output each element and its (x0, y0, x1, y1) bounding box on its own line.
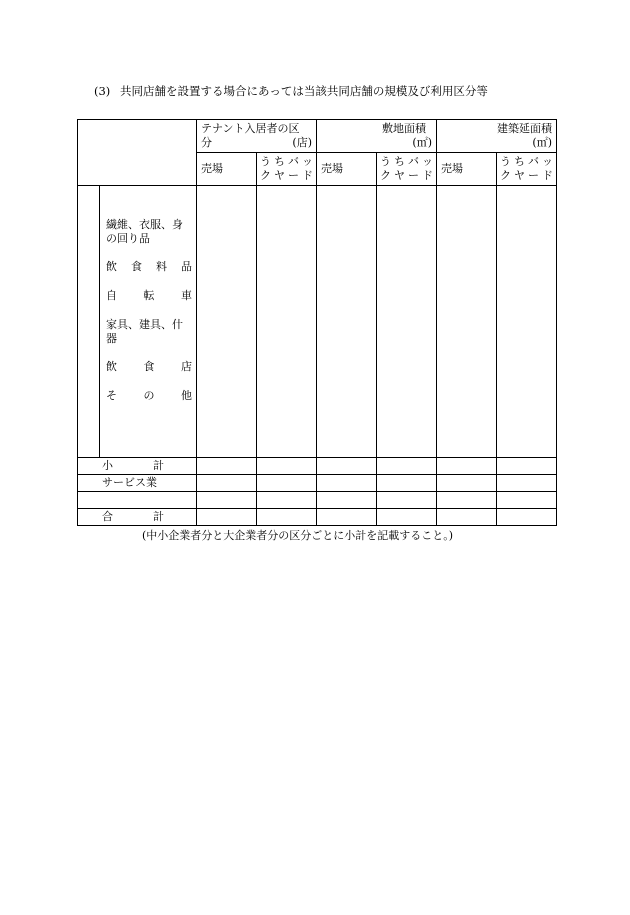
floor-area-title: 建築延面積 (497, 122, 552, 135)
data-cell[interactable] (257, 475, 317, 492)
site-area-unit: (㎡) (412, 136, 432, 149)
data-cell[interactable] (497, 509, 557, 526)
data-cell[interactable] (377, 458, 437, 475)
site-backyard-header: うちバッ クヤード (377, 153, 437, 186)
footnote: (中小企業者分と大企業者分の区分ごとに小計を記載すること。) (142, 529, 454, 542)
data-cell[interactable] (377, 475, 437, 492)
data-cell[interactable] (377, 186, 437, 458)
data-cell[interactable] (197, 492, 257, 509)
service-label: サービス業 (78, 475, 197, 492)
data-cell[interactable] (497, 186, 557, 458)
site-area-title: 敷地面積 (382, 122, 426, 135)
data-cell[interactable] (257, 509, 317, 526)
tenant-header-line1: テナント入居者の区 (201, 122, 300, 135)
corner-blank-cell (78, 120, 197, 186)
section-title: 共同店舗を設置する場合にあっては当該共同店舗の規模及び利用区分等 (120, 84, 488, 98)
data-cell[interactable] (317, 509, 377, 526)
data-cell[interactable] (317, 458, 377, 475)
data-cell[interactable] (437, 458, 497, 475)
category-restaurant: 飲 食 店 (106, 360, 192, 373)
tenant-backyard-header: うちバッ クヤード (257, 153, 317, 186)
category-textiles: 繊維、衣服、身 の回り品 (106, 218, 183, 245)
data-cell[interactable] (257, 458, 317, 475)
data-cell[interactable] (197, 458, 257, 475)
data-cell[interactable] (317, 475, 377, 492)
tenant-unit: (店) (292, 136, 312, 149)
data-cell[interactable] (257, 492, 317, 509)
floor-area-header (437, 120, 557, 153)
subtotal-label: 小 計 (78, 458, 197, 475)
data-cell[interactable] (197, 475, 257, 492)
blank-label (78, 492, 197, 509)
category-food: 飲 食 料 品 (106, 260, 192, 273)
category-bicycle: 自 転 車 (106, 289, 192, 302)
floor-area-unit: (㎡) (532, 136, 552, 149)
store-scale-table (77, 119, 557, 526)
category-furniture: 家具、建具、什 器 (106, 318, 183, 345)
data-cell[interactable] (497, 475, 557, 492)
data-cell[interactable] (437, 492, 497, 509)
total-label: 合 計 (78, 509, 197, 526)
section-number: (3) (94, 84, 111, 98)
data-cell[interactable] (497, 458, 557, 475)
data-cell[interactable] (197, 186, 257, 458)
data-cell[interactable] (497, 492, 557, 509)
tenant-header (197, 120, 317, 153)
data-cell[interactable] (257, 186, 317, 458)
site-area-header (317, 120, 437, 153)
category-other: そ の 他 (106, 389, 192, 402)
data-cell[interactable] (377, 492, 437, 509)
category-list (100, 186, 197, 458)
category-group-cell (78, 186, 100, 458)
data-cell[interactable] (377, 509, 437, 526)
floor-sales-header: 売場 (437, 153, 497, 186)
data-cell[interactable] (437, 186, 497, 458)
tenant-sales-header: 売場 (197, 153, 257, 186)
data-cell[interactable] (437, 475, 497, 492)
data-cell[interactable] (317, 492, 377, 509)
data-cell[interactable] (317, 186, 377, 458)
data-cell[interactable] (197, 509, 257, 526)
data-cell[interactable] (437, 509, 497, 526)
floor-backyard-header: うちバッ クヤード (497, 153, 557, 186)
site-sales-header: 売場 (317, 153, 377, 186)
tenant-header-line2: 分 (201, 136, 212, 149)
section-heading (94, 83, 488, 99)
